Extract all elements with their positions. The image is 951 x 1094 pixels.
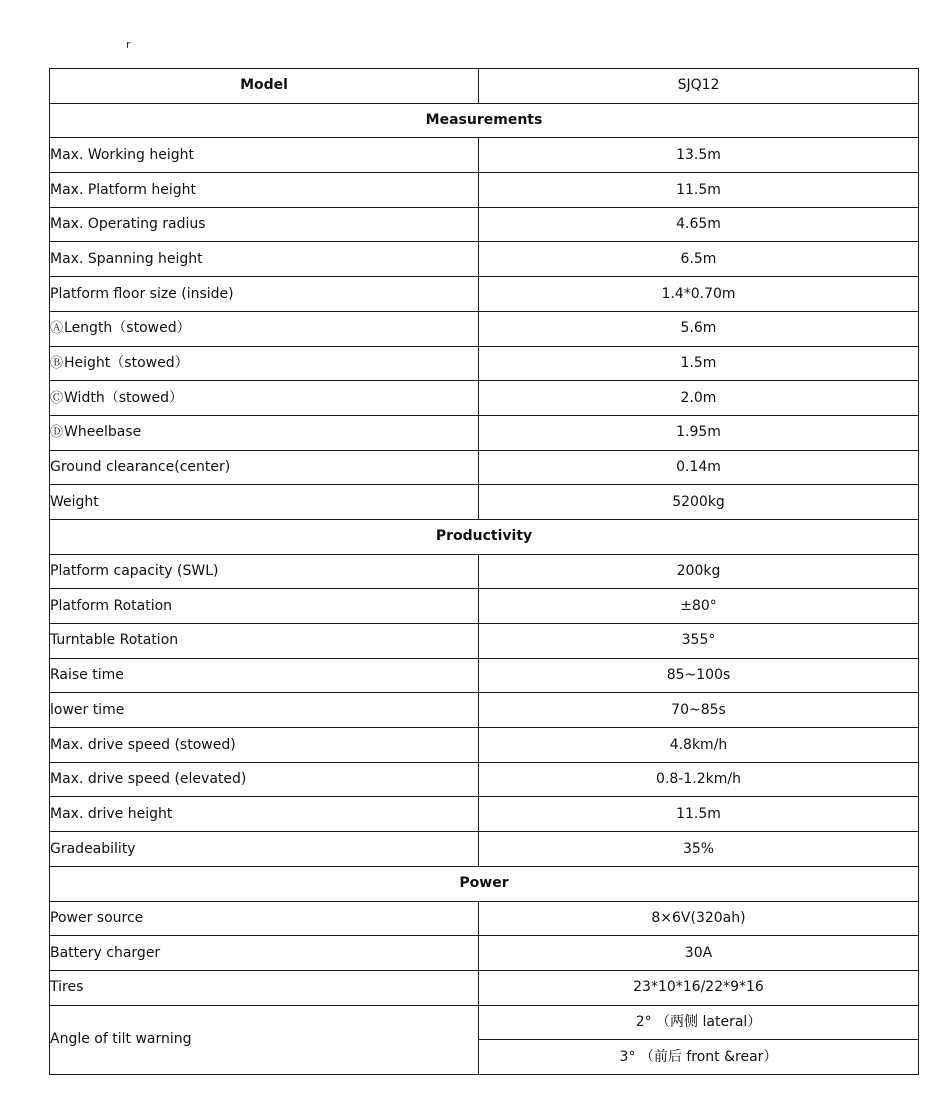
spec-row [50, 381, 919, 416]
spec-row [50, 728, 919, 763]
spec-value: 1.5m [479, 346, 919, 381]
spec-label-cell [50, 415, 479, 450]
spec-label: Turntable Rotation [50, 632, 179, 649]
spec-value: 200kg [479, 554, 919, 589]
spec-row [50, 554, 919, 589]
spec-row [50, 207, 919, 242]
section-title: Measurements [50, 103, 919, 138]
spec-label: Platform capacity (SWL) [50, 563, 219, 580]
spec-label-cell [50, 693, 479, 728]
spec-label: Battery charger [50, 944, 161, 961]
spec-value: ±80° [479, 589, 919, 624]
spec-label-cell [50, 450, 479, 485]
spec-row [50, 832, 919, 867]
spec-label: Max. Operating radius [50, 216, 206, 233]
spec-label-cell [50, 346, 479, 381]
spec-table-body [50, 69, 919, 1075]
spec-table [49, 68, 919, 1075]
spec-label-cell [50, 970, 479, 1005]
spec-label: Max. Platform height [50, 181, 196, 198]
spec-value: 0.8-1.2km/h [479, 762, 919, 797]
spec-label-cell [50, 658, 479, 693]
spec-value: 2.0m [479, 381, 919, 416]
spec-value: 11.5m [479, 173, 919, 208]
spec-row [50, 901, 919, 936]
spec-label-cell [50, 173, 479, 208]
spec-value: 1.95m [479, 415, 919, 450]
spec-row [50, 450, 919, 485]
section-header-row [50, 866, 919, 901]
spec-row [50, 624, 919, 659]
dimension-marker: Ⓒ [50, 390, 64, 406]
spec-row [50, 970, 919, 1005]
spec-label-cell [50, 554, 479, 589]
spec-row [50, 138, 919, 173]
spec-label-cell [50, 138, 479, 173]
spec-label: Platform floor size (inside) [50, 285, 234, 302]
spec-label: Max. drive speed (stowed) [50, 736, 236, 753]
dimension-marker: Ⓑ [50, 355, 64, 371]
spec-label: Platform Rotation [50, 597, 173, 614]
spec-label-cell [50, 624, 479, 659]
spec-value: 1.4*0.70m [479, 277, 919, 312]
spec-value: 6.5m [479, 242, 919, 277]
tilt-label: Angle of tilt warning [50, 1005, 479, 1074]
model-value: SJQ12 [479, 69, 919, 104]
spec-value: 4.8km/h [479, 728, 919, 763]
spec-row [50, 589, 919, 624]
section-header-row [50, 519, 919, 554]
section-header-row [50, 103, 919, 138]
spec-row [50, 936, 919, 971]
spec-label-cell [50, 311, 479, 346]
spec-label: Tires [50, 979, 84, 996]
spec-row [50, 658, 919, 693]
spec-row [50, 242, 919, 277]
spec-label: Weight [50, 493, 99, 510]
spec-row [50, 311, 919, 346]
spec-label-cell [50, 832, 479, 867]
spec-label: Max. drive height [50, 805, 173, 822]
spec-row [50, 173, 919, 208]
spec-value: 8×6V(320ah) [479, 901, 919, 936]
spec-value: 13.5m [479, 138, 919, 173]
spec-label-cell [50, 207, 479, 242]
spec-label-cell [50, 485, 479, 520]
spec-label: Length（stowed） [64, 320, 191, 337]
dimension-marker: Ⓐ [50, 321, 64, 337]
spec-label: Power source [50, 909, 144, 926]
spec-value: 0.14m [479, 450, 919, 485]
spec-row [50, 693, 919, 728]
spec-label-cell [50, 901, 479, 936]
tilt-row [50, 1005, 919, 1040]
spec-label: Raise time [50, 667, 124, 684]
spec-row [50, 762, 919, 797]
spec-value: 35% [479, 832, 919, 867]
spec-value: 23*10*16/22*9*16 [479, 970, 919, 1005]
spec-label: Height（stowed） [64, 354, 189, 371]
dimension-marker: Ⓓ [50, 425, 64, 441]
spec-row [50, 346, 919, 381]
spec-label: Ground clearance(center) [50, 459, 231, 475]
spec-row [50, 415, 919, 450]
spec-label-cell [50, 797, 479, 832]
spec-label-cell [50, 381, 479, 416]
tilt-value-lateral: 2° （两侧 lateral） [479, 1005, 919, 1040]
spec-value: 85~100s [479, 658, 919, 693]
section-title: Power [50, 866, 919, 901]
section-title: Productivity [50, 519, 919, 554]
model-label: Model [50, 69, 479, 104]
spec-label: Width（stowed） [64, 389, 183, 406]
spec-value: 4.65m [479, 207, 919, 242]
spec-value: 5.6m [479, 311, 919, 346]
tilt-value-front-rear: 3° （前后 front &rear） [479, 1040, 919, 1075]
spec-row [50, 277, 919, 312]
spec-label-cell [50, 936, 479, 971]
spec-label: Wheelbase [64, 424, 142, 441]
model-row [50, 69, 919, 104]
spec-value: 30A [479, 936, 919, 971]
spec-value: 70~85s [479, 693, 919, 728]
spec-label-cell [50, 728, 479, 763]
corner-mark: r [126, 38, 131, 51]
spec-label-cell [50, 277, 479, 312]
spec-value: 355° [479, 624, 919, 659]
spec-label: Gradeability [50, 840, 136, 857]
spec-row [50, 485, 919, 520]
spec-label-cell [50, 242, 479, 277]
spec-row [50, 797, 919, 832]
spec-value: 11.5m [479, 797, 919, 832]
spec-label: Max. Working height [50, 146, 195, 163]
spec-label: Max. Spanning height [50, 250, 203, 267]
spec-label: Max. drive speed (elevated) [50, 771, 247, 788]
spec-label-cell [50, 762, 479, 797]
spec-label: lower time [50, 701, 125, 718]
spec-value: 5200kg [479, 485, 919, 520]
spec-label-cell [50, 589, 479, 624]
